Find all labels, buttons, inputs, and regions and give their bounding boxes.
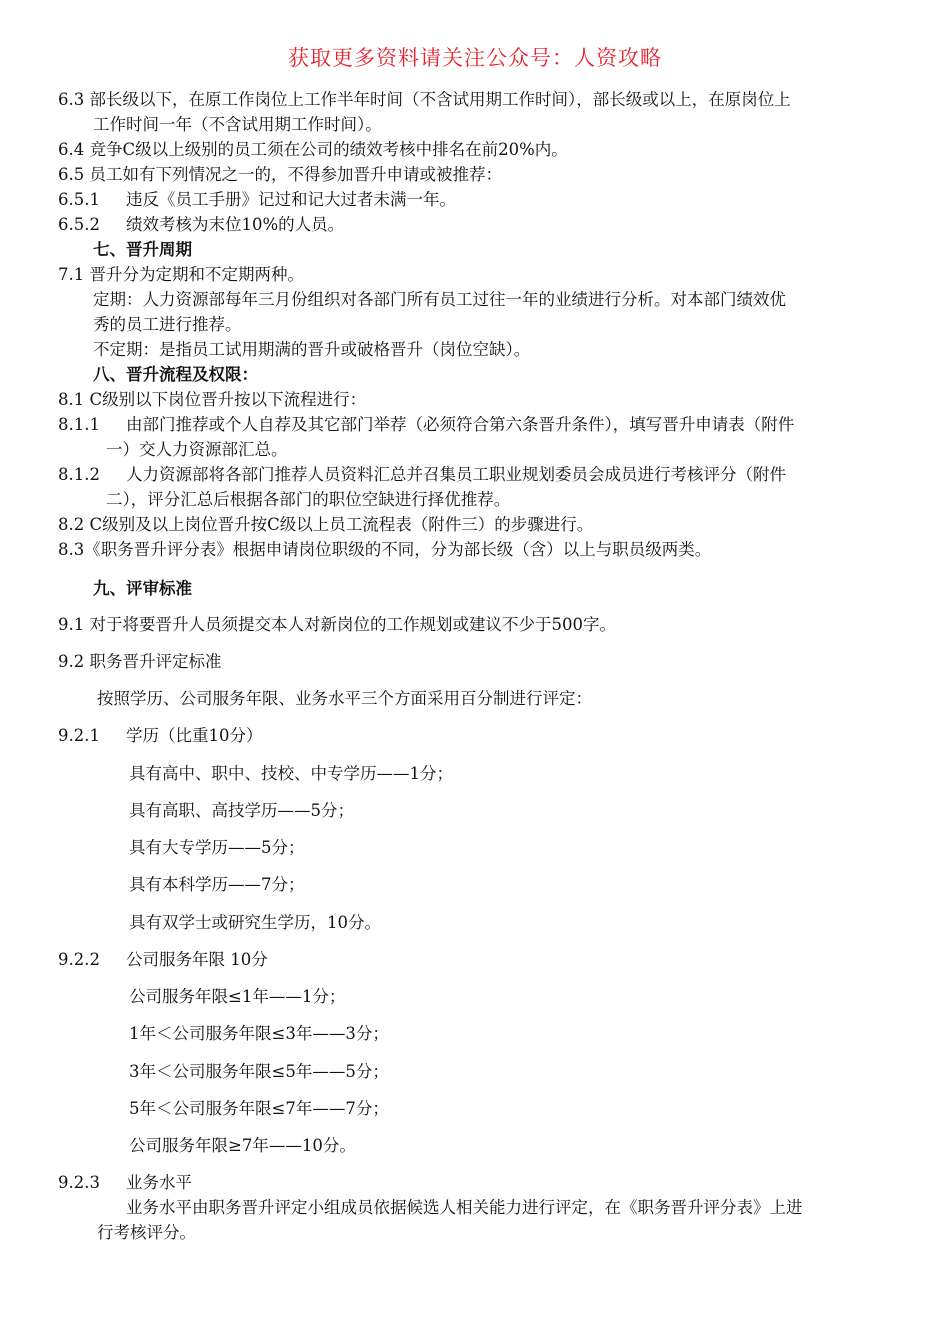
education-item-1: 具有高中、职中、技校、中专学历——1分；	[129, 764, 453, 783]
clause-6-3: 6.3 部长级以下，在原工作岗位上工作半年时间（不含试用期工作时间），部长级或以上，在原岗位上	[58, 90, 791, 109]
clause-7-1-regular-cont: 秀的员工进行推荐。	[93, 315, 242, 334]
clause-9-2-3-text-cont: 行考核评分。	[97, 1223, 196, 1242]
service-item-1: 公司服务年限≤1年——1分；	[129, 987, 346, 1006]
clause-number: 9.2.1	[58, 726, 100, 745]
clause-text: 违反《员工手册》记过和记大过者未满一年。	[126, 190, 456, 209]
clause-9-2-3	[58, 1172, 192, 1194]
clause-9-2-2	[58, 949, 268, 971]
clause-6-5-1	[58, 189, 456, 211]
clause-9-1: 9.1 对于将要晋升人员须提交本人对新岗位的工作规划或建议不少于500字。	[58, 615, 616, 634]
education-item-3: 具有大专学历——5分；	[129, 838, 305, 857]
clause-number: 6.5.2	[58, 215, 100, 234]
clause-9-2-3-text: 业务水平由职务晋升评定小组成员依据候选人相关能力进行评定，在《职务晋升评分表》上进	[126, 1198, 803, 1217]
clause-6-5: 6.5 员工如有下列情况之一的，不得参加晋升申请或被推荐：	[58, 165, 502, 184]
clause-8-1-2	[58, 464, 786, 486]
clause-8-3: 8.3《职务晋升评分表》根据申请岗位职级的不同，分为部长级（含）以上与职员级两类。	[58, 540, 712, 559]
clause-6-3-cont: 工作时间一年（不含试用期工作时间）。	[93, 115, 382, 134]
clause-8-1-2-cont: 二），评分汇总后根据各部门的职位空缺进行择优推荐。	[106, 490, 511, 509]
clause-7-1: 7.1 晋升分为定期和不定期两种。	[58, 265, 304, 284]
clause-text: 业务水平	[126, 1173, 192, 1192]
education-item-4: 具有本科学历——7分；	[129, 875, 305, 894]
clause-9-2-1	[58, 725, 263, 747]
clause-8-1-1	[58, 414, 794, 436]
clause-text: 学历（比重10分）	[126, 726, 263, 745]
section-heading-7: 七、晋升周期	[93, 240, 192, 259]
clause-8-2: 8.2 C级别及以上岗位晋升按C级以上员工流程表（附件三）的步骤进行。	[58, 515, 594, 534]
clause-number: 6.5.1	[58, 190, 100, 209]
clause-7-1-regular: 定期：人力资源部每年三月份组织对各部门所有员工过往一年的业绩进行分析。对本部门绩效优	[93, 290, 786, 309]
service-item-3: 3年＜公司服务年限≤5年——5分；	[129, 1062, 389, 1081]
clause-text: 公司服务年限 10分	[126, 950, 268, 969]
section-heading-9: 九、评审标准	[93, 579, 192, 598]
clause-text: 人力资源部将各部门推荐人员资料汇总并召集员工职业规划委员会成员进行考核评分（附件	[126, 465, 786, 484]
clause-8-1: 8.1 C级别以下岗位晋升按以下流程进行：	[58, 390, 367, 409]
clause-number: 9.2.2	[58, 950, 100, 969]
clause-7-1-irregular: 不定期：是指员工试用期满的晋升或破格晋升（岗位空缺）。	[93, 340, 531, 359]
promo-banner: 获取更多资料请关注公众号：人资攻略	[288, 46, 662, 70]
clause-number: 8.1.1	[58, 415, 100, 434]
clause-text: 绩效考核为末位10%的人员。	[126, 215, 345, 234]
service-item-4: 5年＜公司服务年限≤7年——7分；	[129, 1099, 389, 1118]
service-item-2: 1年＜公司服务年限≤3年——3分；	[129, 1024, 389, 1043]
education-item-2: 具有高职、高技学历——5分；	[129, 801, 354, 820]
service-item-5: 公司服务年限≥7年——10分。	[129, 1136, 356, 1155]
clause-number: 8.1.2	[58, 465, 100, 484]
clause-6-4: 6.4 竞争C级以上级别的员工须在公司的绩效考核中排名在前20%内。	[58, 140, 568, 159]
clause-9-2: 9.2 职务晋升评定标准	[58, 652, 222, 671]
education-item-5: 具有双学士或研究生学历，10分。	[129, 913, 381, 932]
section-heading-8: 八、晋升流程及权限：	[93, 365, 258, 384]
clause-number: 9.2.3	[58, 1173, 100, 1192]
clause-8-1-1-cont: 一）交人力资源部汇总。	[106, 440, 288, 459]
clause-text: 由部门推荐或个人自荐及其它部门举荐（必须符合第六条晋升条件），填写晋升申请表（附件	[126, 415, 795, 434]
clause-9-2-intro: 按照学历、公司服务年限、业务水平三个方面采用百分制进行评定：	[97, 689, 592, 708]
clause-6-5-2	[58, 214, 344, 236]
